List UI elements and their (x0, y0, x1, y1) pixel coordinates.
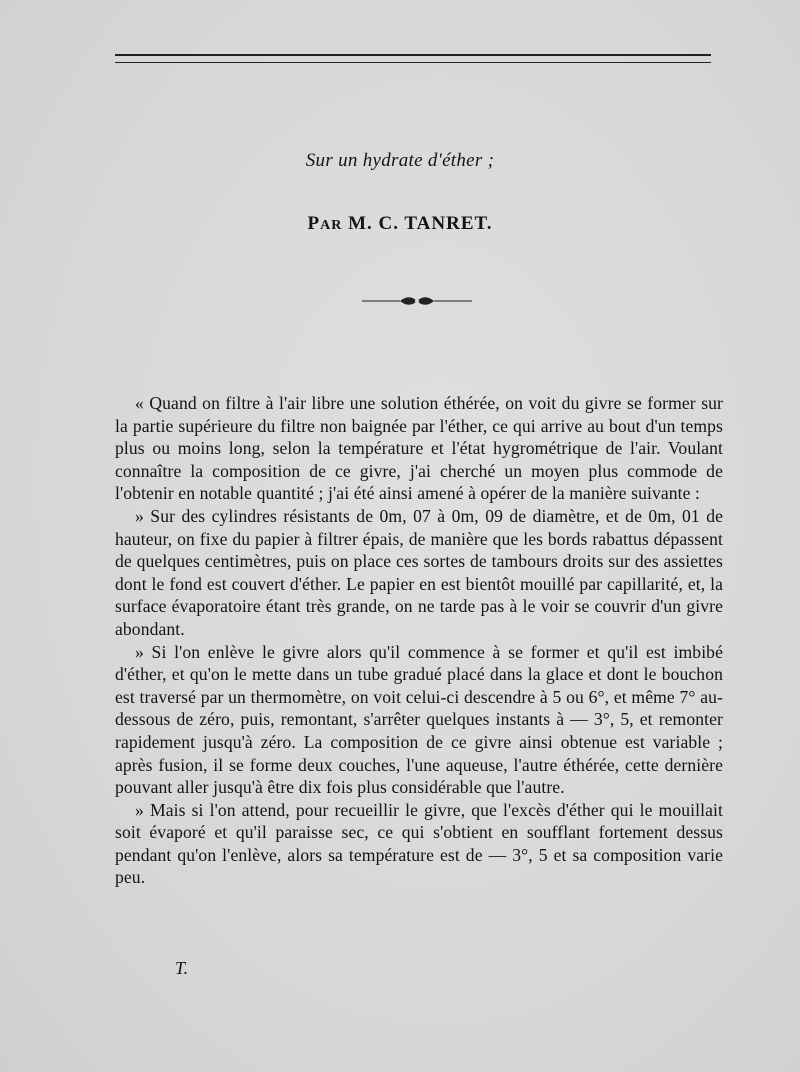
author-name: M. C. TANRET. (348, 213, 493, 234)
paragraph-3: » Si l'on enlève le givre alors qu'il commence à se former et qu'il est imbibé d'éther, et qu'on le mette dans un tube gradué placé dans la glace et dont le bouchon est traversé par un thermomètre, on voit celui-ci descendre à 5 ou 6°, et même 7° au-dessous de zéro, puis, remontant, s'arrêter quelques instants à — 3°, 5, et remonter rapidement jusqu'à zéro. La composition de ce givre ainsi obtenue est variable ; après fusion, il se forme deux couches, l'une aqueuse, l'autre éthérée, cette dernière pouvant aller jusqu'à être dix fois plus considérable que l'autre. (115, 641, 723, 798)
article-body (115, 392, 723, 889)
paragraph-1: « Quand on filtre à l'air libre une solution éthérée, on voit du givre se former sur la partie supérieure du filtre non baignée par l'éther, ce qui arrive au bout d'un temps plus ou moins long, selon la température et l'état hygrométrique de l'air. Voulant connaître la composition de ce givre, j'ai cherché un moyen plus commode de l'obtenir en notable quantité ; j'ai été ainsi amené à opérer de la manière suivante : (115, 393, 723, 504)
author-prefix-initial: P (307, 213, 321, 234)
article-author (0, 213, 800, 235)
paragraph-2: » Sur des cylindres résistants de 0m, 07 à 0m, 09 de diamètre, et de 0m, 01 de hauteur, on fixe du papier à filtrer épais, de manière que les bords rabattus dépassent de quelques centimètres, puis on place ces sortes de tambours droits sur des assiettes dont le fond est couvert d'éther. Le papier en est bientôt mouillé par capillarité, et, la surface évaporatoire étant très grande, on ne tarde pas à le voir se couvrir d'un givre abondant. (115, 505, 723, 639)
article-title: Sur un hydrate d'éther ; (305, 150, 495, 171)
author-prefix-rest: AR (320, 218, 343, 233)
paragraph-4: » Mais si l'on attend, pour recueillir le givre, que l'excès d'éther qui le mouillait soit évaporé et qu'il paraisse sec, ce qui s'obtient en soufflant fortement dessus pendant qu'on l'enlève, alors sa température est de — 3°, 5 et sa composition varie peu. (115, 799, 723, 888)
header-rule-thick (115, 54, 711, 56)
signature-initial: T. (175, 958, 189, 978)
ornament-divider-icon (362, 292, 472, 310)
header-rule-thin (115, 62, 711, 63)
